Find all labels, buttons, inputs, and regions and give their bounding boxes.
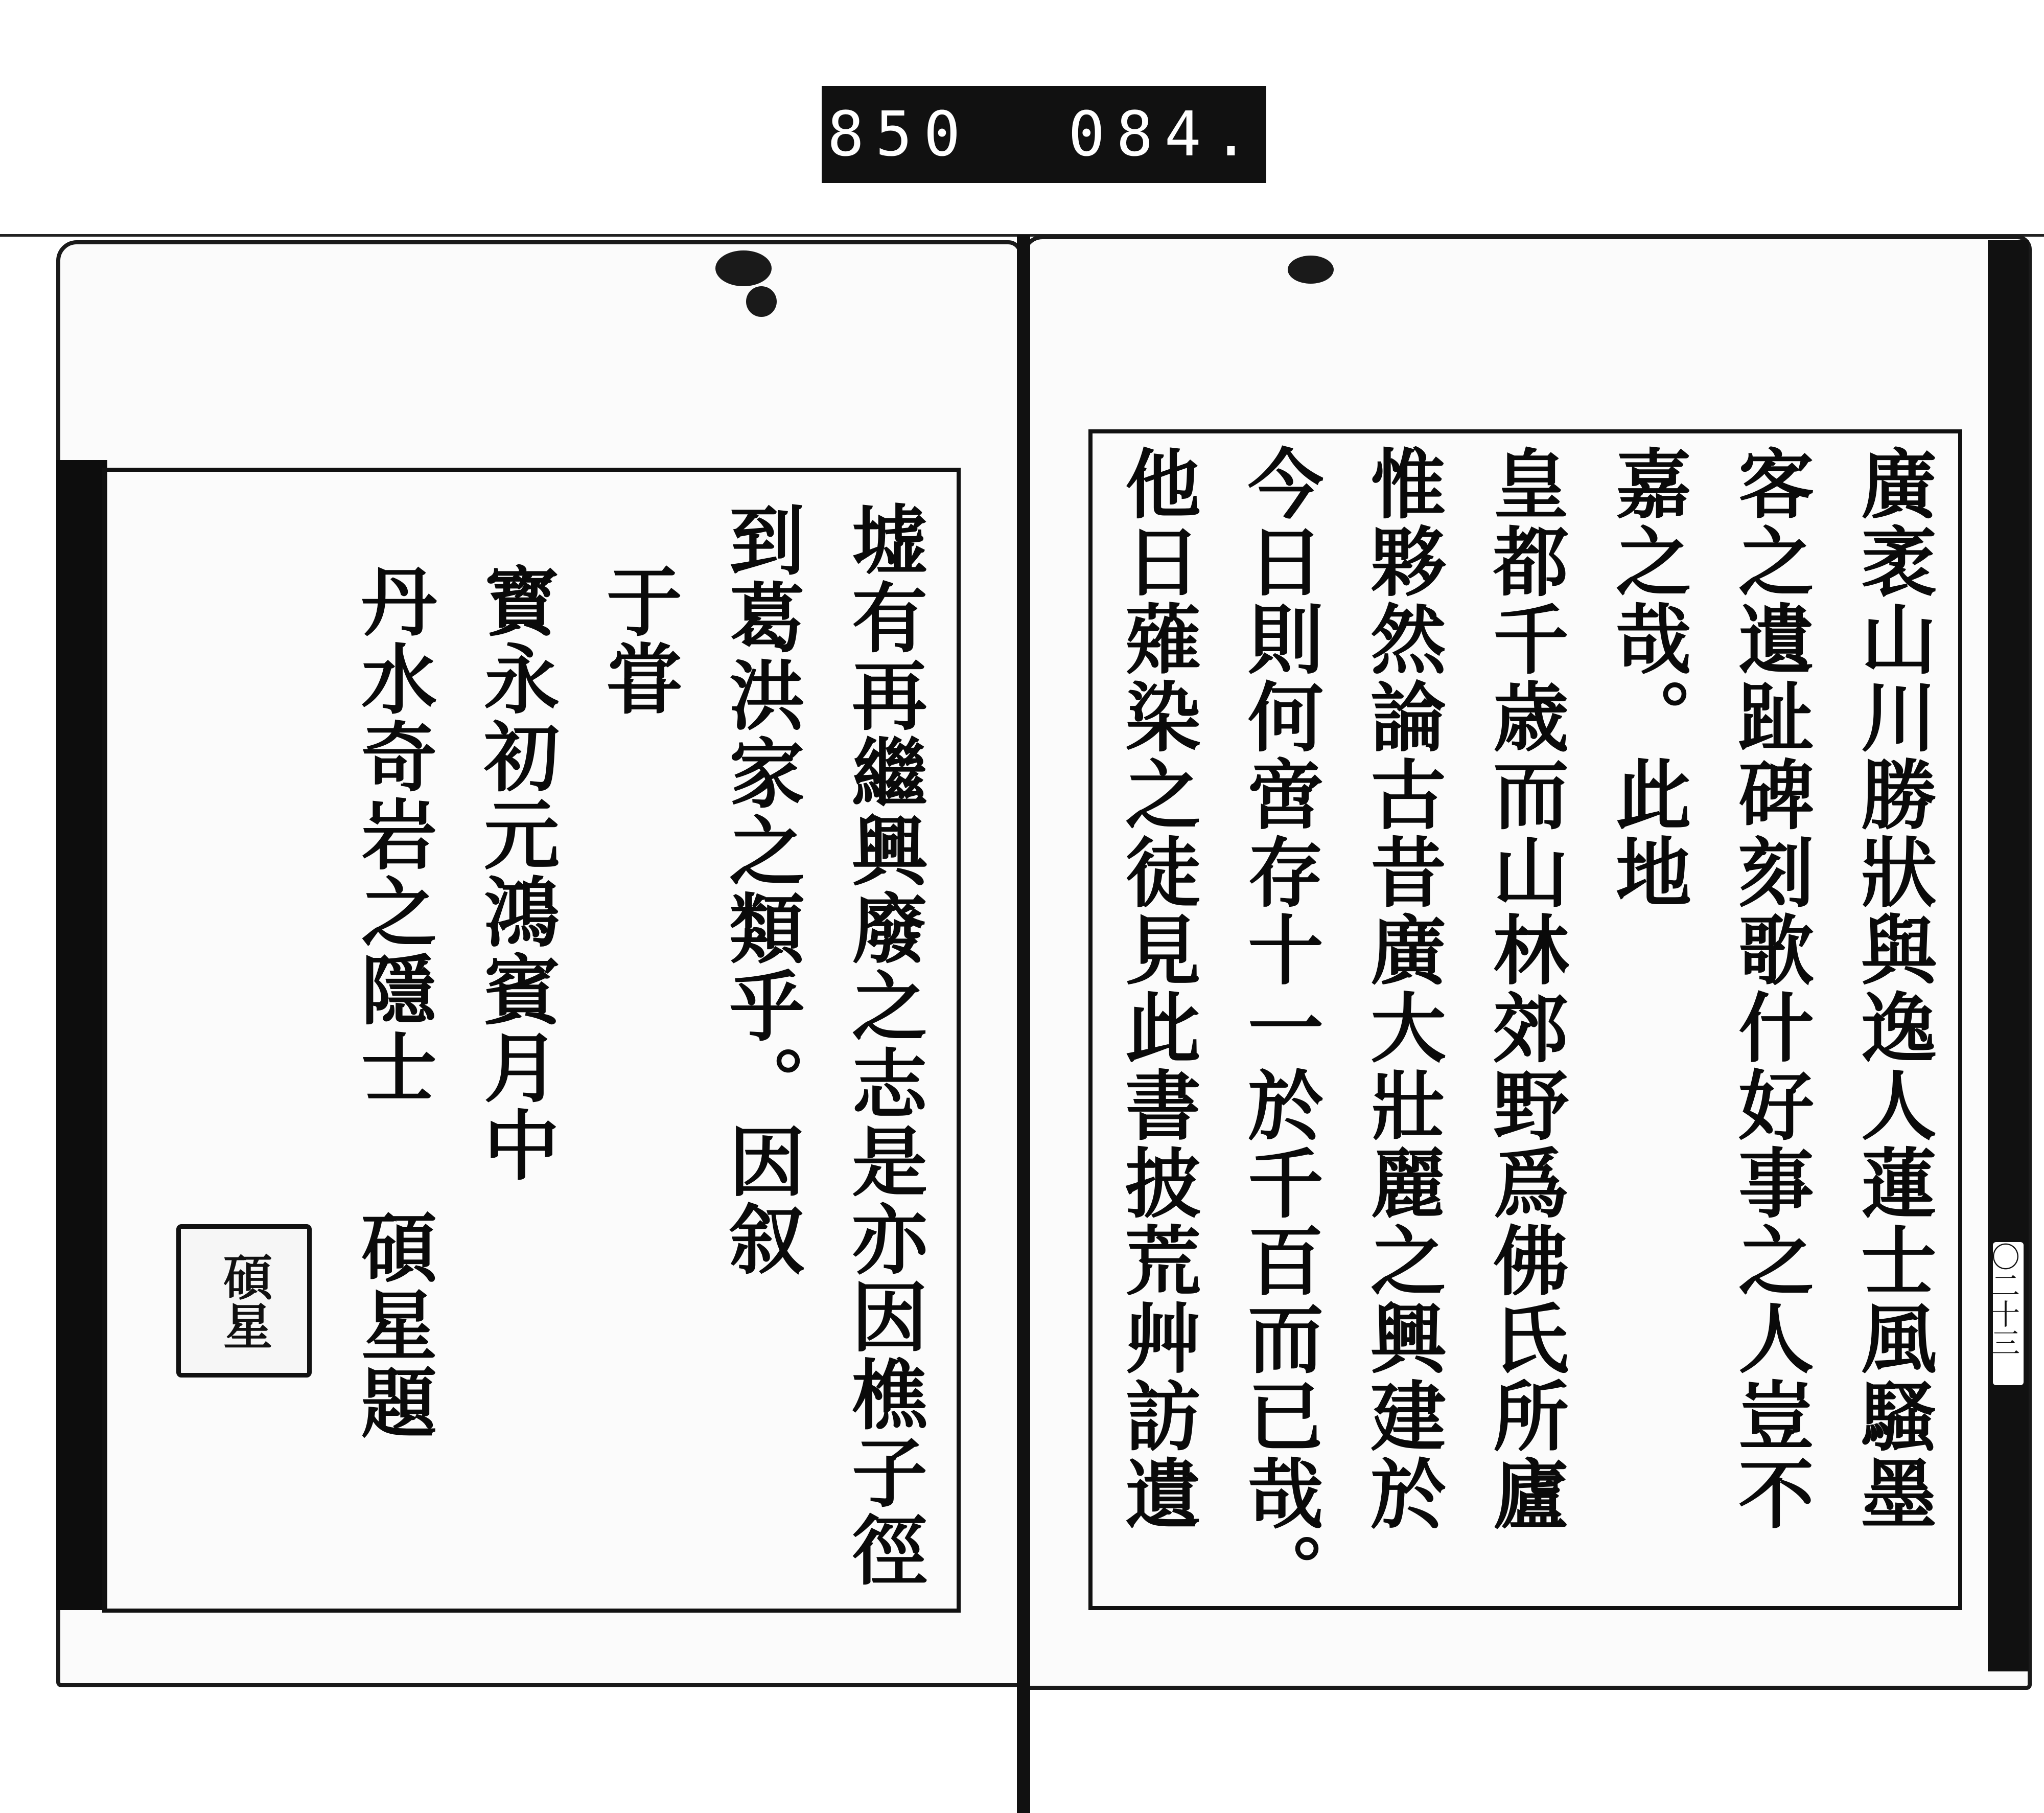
book-gutter	[1017, 235, 1030, 1813]
wormhole-mark	[715, 250, 772, 286]
signature: 碩星題	[349, 1208, 438, 1441]
text-column: 嘉之哉。此地	[1604, 445, 1692, 911]
wormhole-mark	[1288, 256, 1334, 284]
text-column: 到葛洪家之類乎。因叙	[717, 501, 806, 1278]
date-column: 寳永初元鴻賓月中	[472, 562, 561, 1184]
call-number-label: 850 084.	[822, 86, 1266, 183]
text-column: 惟夥然論古昔廣大壯麗之興建於	[1358, 445, 1447, 1532]
seal-stamp	[176, 1224, 312, 1378]
text-column: 于甞	[594, 562, 683, 718]
text-column: 今日則何啻存十一於千百而已哉。	[1236, 445, 1325, 1610]
seal-text: 碩星	[215, 1252, 273, 1350]
wormhole-mark	[746, 286, 777, 317]
author-line: 丹水奇岩之隱士	[349, 562, 438, 1106]
running-head	[1990, 445, 2026, 1007]
text-column: 皇都千歳而山林郊野爲佛氏所廬	[1481, 445, 1570, 1532]
author-column	[332, 562, 455, 1605]
text-column: 墟有再繼興廢之志是亦因樵子徑	[840, 501, 928, 1589]
text-column: 客之遺趾碑刻歌什好事之人豈不	[1726, 445, 1815, 1532]
page-number: 〇二十三	[1993, 1242, 2024, 1385]
left-page-text	[143, 491, 945, 1605]
right-page-text	[1096, 445, 1955, 1610]
text-column: 他日薙染之徒見此書披荒艸訪遺	[1113, 445, 1202, 1532]
text-column: 廣袤山川勝狀與逸人蓮士風騷墨	[1849, 445, 1938, 1532]
left-book-edge	[56, 460, 107, 1610]
